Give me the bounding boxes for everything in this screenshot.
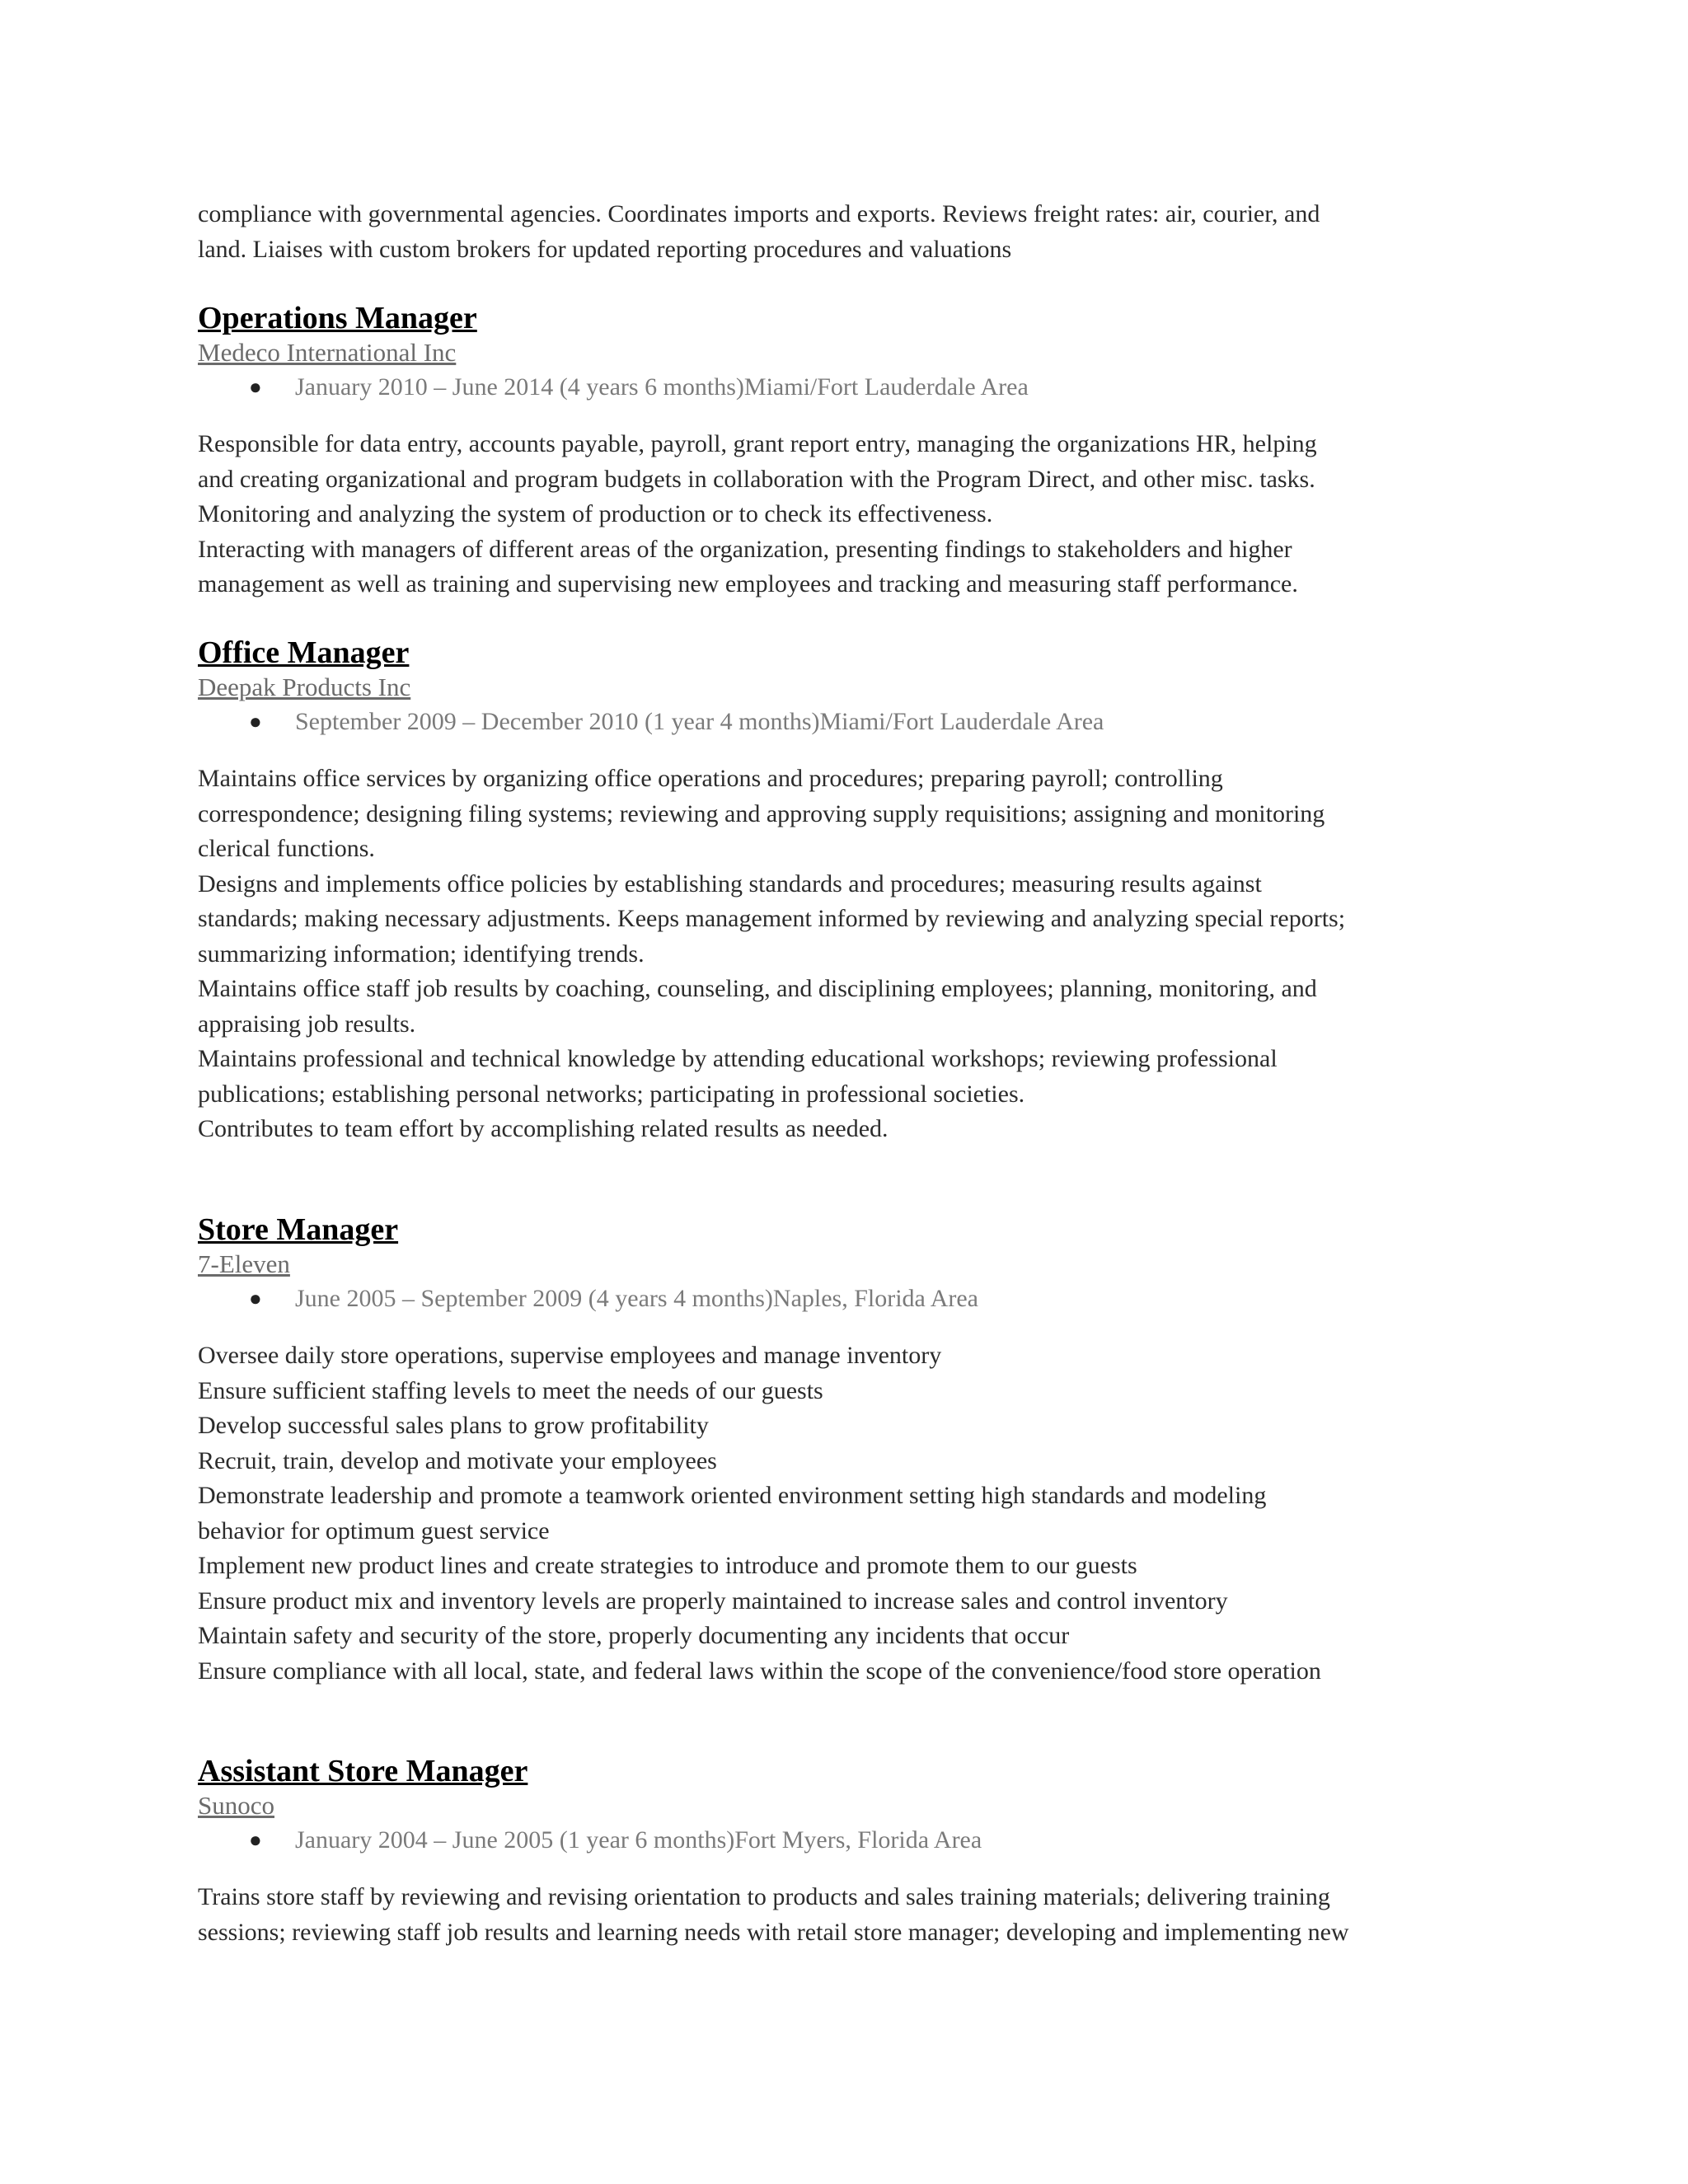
text-line: Develop successful sales plans to grow profitability [198,1412,709,1439]
job-description [198,1338,1500,1689]
job-entry-assistant-store-manager [198,1754,1500,1858]
text-line: Responsible for data entry, accounts payable, payroll, grant report entry, managing the organizations HR, helping [198,430,1317,457]
text-line: Oversee daily store operations, supervise employees and manage inventory [198,1342,942,1369]
text-line: correspondence; designing filing systems; reviewing and approving supply requisitions; assigning and monitoring [198,799,1325,827]
text-line: standards; making necessary adjustments. Keeps management informed by reviewing and analyzing special reports; [198,905,1346,932]
job-dates-text: January 2004 – June 2005 (1 year 6 months)Fort Myers, Florida Area [295,1826,982,1854]
company-link[interactable]: Sunoco [198,1791,274,1820]
bullet-icon: ● [249,375,262,399]
job-dates-location [198,370,1500,405]
job-entry-operations-manager [198,301,1500,405]
text-line: Maintain safety and security of the store, properly documenting any incidents that occur [198,1622,1070,1649]
text-line: summarizing information; identifying trends. [198,940,645,968]
job-entry-store-manager [198,1212,1500,1316]
text-line: appraising job results. [198,1010,416,1038]
text-line: Demonstrate leadership and promote a teamwork oriented environment setting high standards and modeling [198,1482,1267,1509]
company-link[interactable]: Deepak Products Inc [198,673,411,701]
job-dates-location [198,1282,1500,1316]
text-line: land. Liaises with custom brokers for updated reporting procedures and valuations [198,235,1012,263]
bullet-icon: ● [249,1286,262,1310]
job-description [198,1880,1500,1950]
text-line: Designs and implements office policies by establishing standards and procedures; measuring results against [198,869,1262,898]
job-description-assistant-store-manager [198,1880,1500,1950]
job-dates-location [198,705,1500,739]
text-line: behavior for optimum guest service [198,1516,550,1544]
job-description-office-manager [198,762,1500,1147]
job-description-store-manager [198,1338,1500,1689]
text-line: sessions; reviewing staff job results and learning needs with retail store manager; developing and implementing new [198,1918,1349,1946]
text-line: Interacting with managers of different areas of the organization, presenting findings to stakeholders and higher [198,535,1292,563]
job-description [198,427,1500,602]
text-line: clerical functions. [198,835,375,862]
text-line: and creating organizational and program budgets in collaboration with the Program Direct, and other misc. tasks. [198,465,1315,493]
bullet-icon: ● [249,710,262,733]
job-dates-text: January 2010 – June 2014 (4 years 6 months)Miami/Fort Lauderdale Area [295,373,1029,401]
text-line: management as well as training and supervising new employees and tracking and measuring staff performance. [198,570,1298,598]
text-line: Maintains office services by organizing office operations and procedures; preparing payroll; controlling [198,765,1223,792]
text-line: Maintains office staff job results by coaching, counseling, and disciplining employees; planning, monitoring, and [198,975,1317,1002]
company-link[interactable]: Medeco International Inc [198,338,457,367]
job-description [198,762,1500,1147]
text-line: Implement new product lines and create strategies to introduce and promote them to our guests [198,1552,1137,1579]
intro-paragraph [198,197,1500,267]
text-line: Ensure product mix and inventory levels are properly maintained to increase sales and control inventory [198,1586,1228,1615]
company-link[interactable]: 7-Eleven [198,1249,290,1278]
job-entry-office-manager [198,635,1500,739]
bullet-icon: ● [249,1828,262,1852]
job-title: Store Manager [198,1212,399,1247]
job-dates-text: June 2005 – September 2009 (4 years 4 months)Naples, Florida Area [295,1285,978,1312]
text-line: publications; establishing personal networks; participating in professional societies. [198,1080,1025,1108]
text-line: Recruit, train, develop and motivate your employees [198,1446,717,1474]
job-dates-location [198,1823,1500,1858]
intro-text [198,197,1500,267]
job-title: Assistant Store Manager [198,1754,528,1788]
job-title: Operations Manager [198,301,477,335]
text-line: Ensure compliance with all local, state, and federal laws within the scope of the convenience/food store operation [198,1657,1321,1685]
text-line: Maintains professional and technical knowledge by attending educational workshops; reviewing professional [198,1045,1278,1072]
job-title: Office Manager [198,635,410,670]
text-line: Trains store staff by reviewing and revising orientation to products and sales training materials; delivering training [198,1883,1330,1910]
text-line: Ensure sufficient staffing levels to meet the needs of our guests [198,1376,823,1404]
text-line: compliance with governmental agencies. Coordinates imports and exports. Reviews freight rates: air, courier, and [198,200,1320,227]
text-line: Monitoring and analyzing the system of production or to check its effectiveness. [198,500,993,527]
job-description-operations-manager [198,427,1500,602]
text-line: Contributes to team effort by accomplishing related results as needed. [198,1115,889,1142]
job-dates-text: September 2009 – December 2010 (1 year 4 months)Miami/Fort Lauderdale Area [295,708,1104,735]
